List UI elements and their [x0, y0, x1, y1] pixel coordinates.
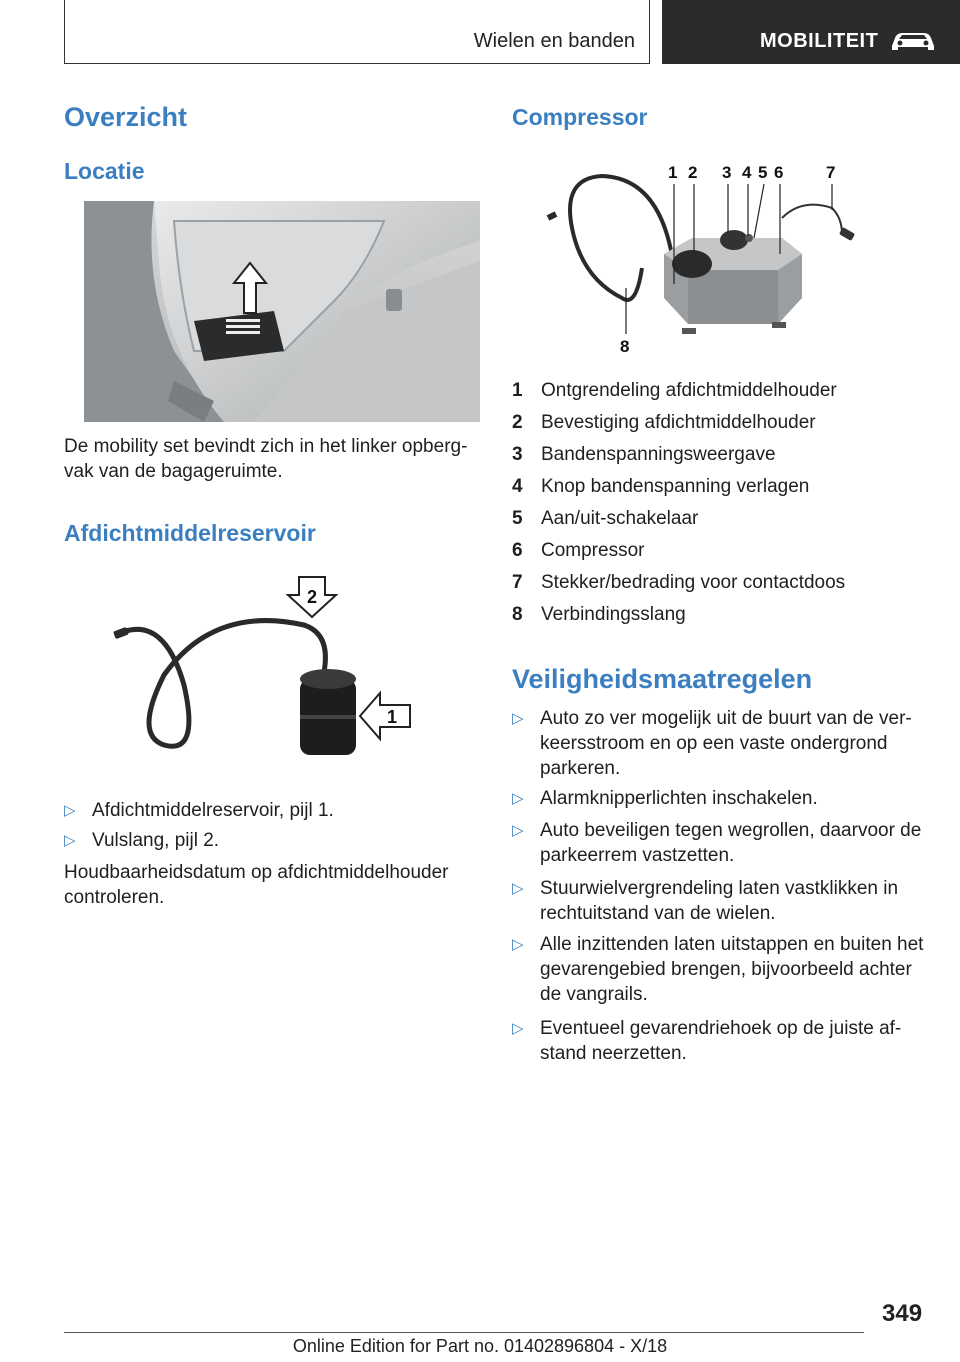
- part-number: 4: [512, 476, 523, 497]
- page-number: 349: [882, 1300, 923, 1327]
- list-item: [64, 828, 480, 853]
- list-item: [512, 706, 928, 781]
- part-label: Bevestiging afdichtmiddelhouder: [541, 412, 816, 433]
- part-label: Bandenspanningsweergave: [541, 444, 776, 465]
- compressor-parts-list: [512, 378, 928, 634]
- list-item: [512, 818, 928, 868]
- part-label: Knop bandenspanning verlagen: [541, 476, 810, 497]
- bullet-marker: ▷: [512, 936, 524, 953]
- part-label: Stekker/bedrading voor contactdoos: [541, 572, 846, 593]
- bullet-text: Alarmknipperlichten inschakelen.: [540, 788, 818, 809]
- luggage-compartment-image: [84, 201, 480, 422]
- part-label: Ontgrendeling afdichtmiddelhouder: [541, 380, 837, 401]
- sealant-reservoir-image: [104, 565, 424, 765]
- bullet-text: Auto zo ver mogelijk uit de buurt van de ver-keersstroom en op een vaste ondergrond parkeren.: [540, 708, 912, 779]
- compressor-fig-label-4: 4: [742, 163, 752, 182]
- list-item: [512, 410, 928, 442]
- bullet-text: Stuurwielvergrendeling laten vastklikken in rechtuitstand van de wielen.: [540, 878, 899, 924]
- footer-divider: [64, 1332, 864, 1333]
- compressor-fig-label-5: 5: [758, 163, 768, 182]
- safety-heading: Veiligheidsmaatregelen: [512, 664, 813, 694]
- location-heading: Locatie: [64, 158, 145, 184]
- part-number: 8: [512, 604, 523, 625]
- compressor-fig-label-2: 2: [688, 163, 698, 182]
- header-chapter-box: [662, 0, 960, 64]
- part-number: 3: [512, 444, 523, 465]
- location-text: De mobility set bevindt zich in het linker opberg-vak van de bagageruimte.: [64, 436, 468, 482]
- bullet-marker: ▷: [512, 822, 524, 839]
- part-number: 5: [512, 508, 523, 529]
- reservoir-fig-label-1: 1: [386, 707, 398, 727]
- footer-edition: Online Edition for Part no. 01402896804 - X/18: [292, 1336, 668, 1356]
- part-label: Compressor: [541, 540, 645, 561]
- compressor-fig-label-6: 6: [774, 163, 784, 182]
- list-item: [512, 378, 928, 410]
- bullet-marker: ▷: [64, 802, 76, 819]
- bullet-text: Afdichtmiddelreservoir, pijl 1.: [92, 800, 334, 821]
- bullet-marker: ▷: [64, 832, 76, 849]
- bullet-text: Auto beveiligen tegen wegrollen, daarvoor de parkeerrem vastzetten.: [540, 820, 922, 866]
- expiry-text: Houdbaarheidsdatum op afdichtmiddelhouder controleren.: [64, 862, 449, 908]
- part-number: 6: [512, 540, 523, 561]
- compressor-fig-label-1: 1: [668, 163, 678, 182]
- bullet-marker: ▷: [512, 1020, 524, 1037]
- compressor-image: [542, 158, 872, 358]
- compressor-fig-label-3: 3: [722, 163, 732, 182]
- bullet-marker: ▷: [512, 880, 524, 897]
- list-item: [512, 932, 928, 1007]
- car-icon: [888, 28, 938, 54]
- part-number: 2: [512, 412, 523, 433]
- header-chapter-title: MOBILITEIT: [760, 30, 879, 52]
- list-item: [64, 798, 480, 823]
- list-item: [512, 538, 928, 570]
- part-number: 7: [512, 572, 523, 593]
- part-number: 1: [512, 380, 523, 401]
- list-item: [512, 570, 928, 602]
- reservoir-fig-label-2: 2: [306, 587, 318, 607]
- compressor-fig-label-7: 7: [826, 163, 836, 182]
- list-item: [512, 506, 928, 538]
- compressor-heading: Compressor: [512, 104, 648, 130]
- part-label: Verbindingsslang: [541, 604, 686, 625]
- list-item: [512, 602, 928, 634]
- bullet-text: Alle inzittenden laten uitstappen en buiten het gevarengebied brengen, bijvoorbeeld achter de vangrails.: [540, 934, 924, 1005]
- page-title: Overzicht: [64, 102, 188, 132]
- bullet-text: Eventueel gevarendriehoek op de juiste af-stand neerzetten.: [540, 1018, 902, 1064]
- bullet-text: Vulslang, pijl 2.: [92, 830, 220, 851]
- list-item: [512, 1016, 928, 1066]
- list-item: [512, 442, 928, 474]
- bullet-marker: ▷: [512, 790, 524, 807]
- header-section-title: Wielen en banden: [473, 30, 635, 52]
- list-item: [512, 876, 928, 926]
- compressor-fig-label-8: 8: [620, 337, 630, 356]
- list-item: [512, 474, 928, 506]
- list-item: [512, 786, 928, 811]
- header-section-box: [64, 0, 650, 64]
- reservoir-heading: Afdichtmiddelreservoir: [64, 520, 316, 546]
- part-label: Aan/uit-schakelaar: [541, 508, 699, 529]
- bullet-marker: ▷: [512, 710, 524, 727]
